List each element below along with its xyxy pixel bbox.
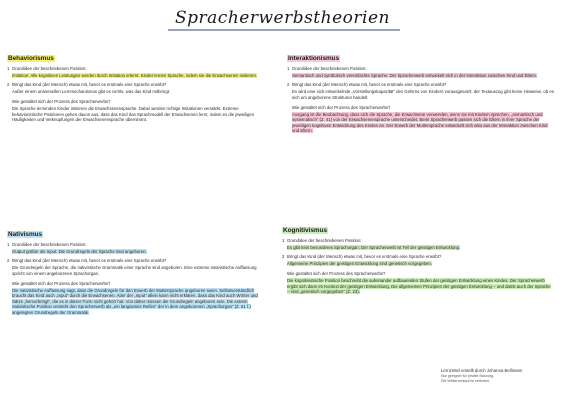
answer-3: Die Sprache lernenden Kinder imitieren die Erwachsenensprache. Dabei werden richtige Imitationen verstärkt. Extreme behavioristische Positionen gehen davon aus, dass das Kind das Sprachmodell der Erwachsenen lernt, indem es die jeweiligen Häufigkeiten und Verknüpfungen der Erwachsenensprache übernimmt.	[12, 106, 255, 123]
question-text: Bringt das Kind (der Mensch) etwas mit, bevor es erstmals eine Sprache erwirbt?	[292, 82, 447, 88]
heading-interaktionismus	[287, 56, 555, 62]
question-text: Bringt das Kind (der Mensch) etwas mit, bevor es erstmals eine Sprache erwirbt?	[287, 254, 442, 260]
question-text: Grundidee der beschriebenen Position:	[12, 65, 87, 71]
question-1: 1 Grundidee der beschriebenen Position:	[282, 237, 362, 243]
answer-1: Output größer als Input: Die Grundregeln der Sprache sind angeboren.	[12, 248, 147, 254]
title-underline	[168, 29, 400, 31]
question-2: 2 Bringt das Kind (der Mensch) etwas mit, bevor es erstmals eine Sprache erwirbt?	[287, 82, 447, 88]
answer-1: Imitation: Alle kognitiven Leistungen werden durch Imitation erlernt. Kinder lernen Sprache, indem sie die Erwachsenen imitieren.	[12, 72, 258, 78]
question-1: 1 Grundidee der beschriebenen Position:	[287, 65, 367, 71]
question-text: Grundidee der beschriebenen Position:	[12, 241, 87, 247]
answer-2: Allgemeine Prinzipien der geistigen Entwicklung sind genetisch vorgegeben.	[287, 261, 432, 267]
question-3: Wie gestaltet sich der Prozess des Spracherwerbs?	[287, 270, 386, 276]
question-3: Wie gestaltet sich der Prozess des Spracherwerbs?	[12, 98, 111, 104]
answer-2: Außer einem universellen Lernmechanismus gibt es nichts, was das Kind mitbringt.	[12, 89, 171, 95]
question-text: Bringt das Kind (der Mensch) etwas mit, bevor es erstmals eine Sprache erwirbt?	[12, 82, 167, 88]
question-2: 2 Bringt das Kind (der Mensch) etwas mit, bevor es erstmals eine Sprache erwirbt?	[7, 82, 167, 88]
answer-3: Die kognitivistische Position beschreibt die aufeinander aufbauenden Stufen der geistigen Entwicklung eines Kindes. Der Spracherwerb ergibt sich dann im Kontext der geistigen Entwicklung. Die allgemeinen Prinzipien der geistigen Entwicklung – und damit auch der Sprache – sind „genetisch vorgegeben“ (Z. 23).	[287, 278, 551, 295]
answer-3: Ausgang ist die Beobachtung, dass sich die Sprache, die Erwachsene verwenden, wenn sie mit Kindern sprechen, „semantisch und systematisch“ (Z. 41) von der Erwachsenensprache unterscheidet. Beim Spracherwerb passen sich die Eltern in ihrer Sprache der jeweiligen kognitiven Entwicklung des Kindes an. Der Erwerb der Muttersprache entwickelt sich also aus der Interaktion zwischen Kind und Eltern.	[292, 111, 548, 134]
heading-highlight: Behaviorismus	[8, 55, 54, 62]
section-nativismus	[7, 232, 259, 320]
heading-highlight: Nativismus	[8, 231, 43, 238]
section-behaviorismus	[7, 56, 259, 127]
heading-nativismus	[7, 232, 259, 238]
question-text: Bringt das Kind (der Mensch) etwas mit, bevor es erstmals eine Sprache erwirbt?	[12, 258, 167, 264]
section-kognitivismus	[282, 228, 554, 299]
answer-2: Die Grundregeln der Sprache, die nativistische Grammatik einer Sprache sind angeboren. Eine extreme nativistische Auffassung spricht von einem angeborenen Sprachorgan.	[12, 265, 257, 276]
page-title: Spracherwerbstheorien	[175, 8, 390, 28]
heading-behaviorismus	[7, 56, 259, 62]
heading-kognitivismus	[282, 228, 554, 234]
question-3: Wie gestaltet sich der Prozess des Spracherwerbs?	[292, 104, 391, 110]
question-3: Wie gestaltet sich der Prozess des Spracherwerbs?	[12, 280, 111, 286]
section-interaktionismus	[287, 56, 555, 138]
question-text: Grundidee der beschriebenen Position:	[287, 237, 362, 243]
heading-highlight: Kognitivismus	[283, 227, 328, 234]
heading-highlight: Interaktionismus	[288, 55, 340, 62]
answer-1: Semantisch und symbolisch vereinfachte Sprache: Der Spracherwerb entwickelt sich in der Interaktion zwischen Kind und Eltern.	[292, 72, 538, 78]
question-2: 2 Bringt das Kind (der Mensch) etwas mit, bevor es erstmals eine Sprache erwirbt?	[282, 254, 442, 260]
credit-note	[441, 369, 561, 383]
answer-3: Die nativistische Auffassung sagt, dass die Grundregeln für den Erwerb der Muttersprache angeboren seien. Selbstverständlich braucht das Kind auch „Input“ durch die Erwachsenen. Aber der „Input“ allein kann nicht erklären, dass das Kind auch Wörter und Sätze „hervorbringt“, die es in dieser Form nicht gehört hat. Von daher müssen die Grundregeln angeboren sein. Die extrem nativistische Position versteht den Spracherwerb als „ein langsames Reifen“ der in dem angeborenen „Sprachorgan“ (Z. 61 f.) angelegten Grundregeln der Grammatik.	[12, 287, 258, 316]
question-2: 2 Bringt das Kind (der Mensch) etwas mit, bevor es erstmals eine Sprache erwirbt?	[7, 258, 167, 264]
credit-line: Nur geeignet für private Nutzung.	[441, 373, 494, 378]
answer-2: Es wird eine sich entwickelnde „Vorstellungskapazität“ des Gehirns von Kindern vorausgesetzt; der Textauszug gibt keine Hinweise, ob es sich um angeborene Strukturen handelt.	[292, 89, 554, 100]
credit-author: Lernzettel erstellt durch Johanna Bellmann	[441, 368, 523, 373]
credit-line: Die Weiterverkauf ist verboten.	[441, 378, 491, 383]
question-1: 1 Grundidee der beschriebenen Position:	[7, 241, 87, 247]
question-1: 1 Grundidee der beschriebenen Position:	[7, 65, 87, 71]
question-text: Grundidee der beschriebenen Position:	[292, 65, 367, 71]
answer-1: Es gibt kein besonderes Sprachorgan: Der Spracherwerb ist Teil der geistigen Entwicklung.	[287, 244, 461, 250]
